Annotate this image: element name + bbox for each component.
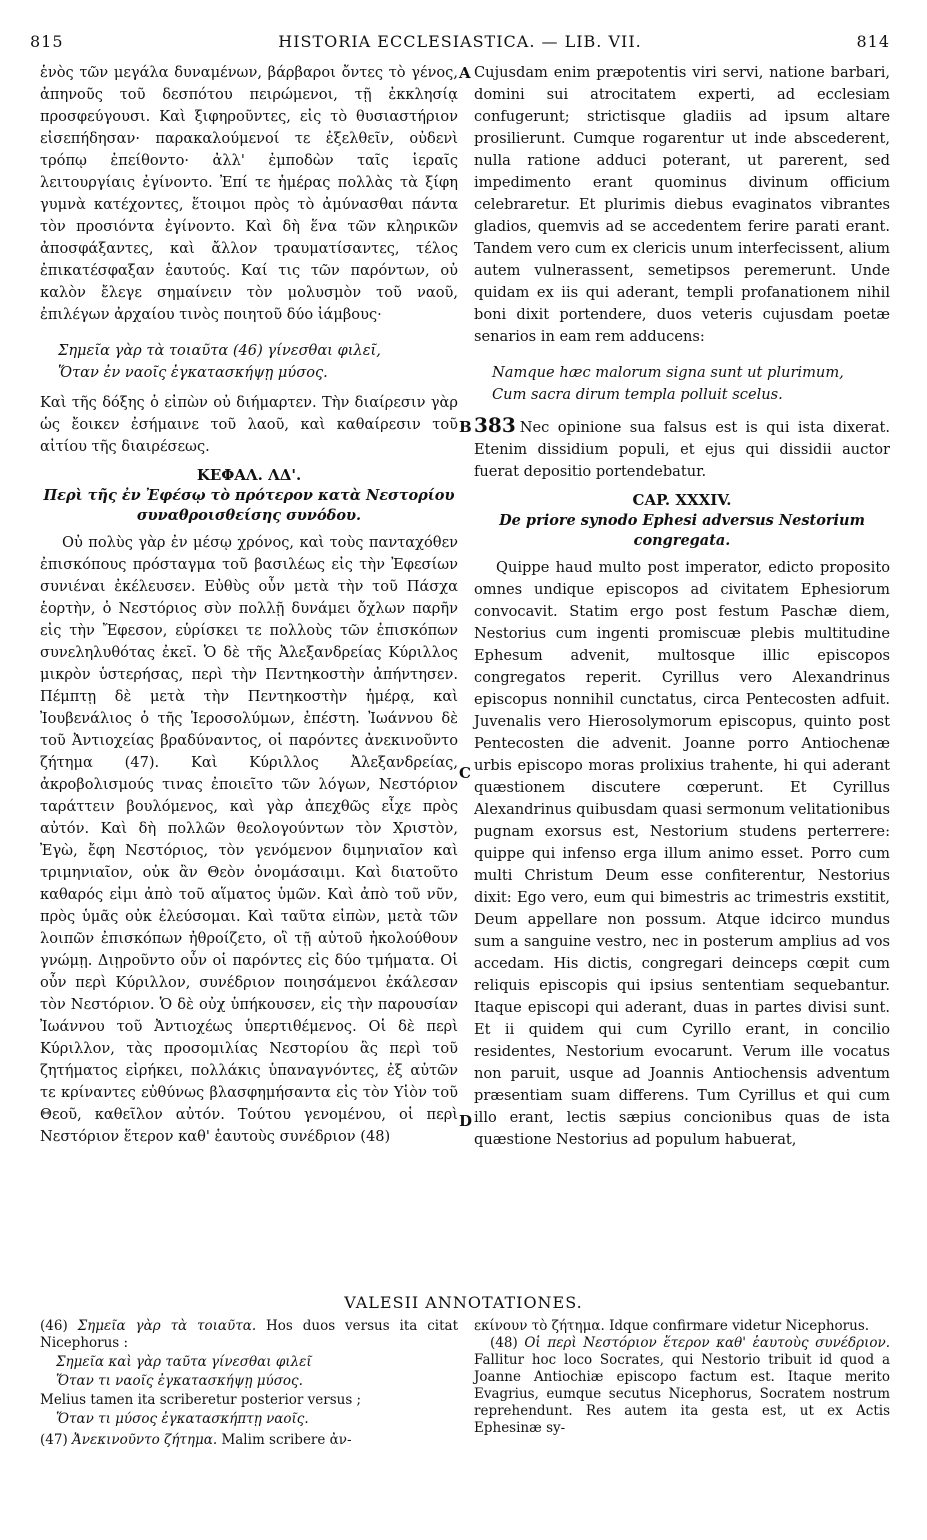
- greek-verse-1: Σημεῖα γὰρ τὰ τοιαῦτα (46) γίνεσθαι φιλεῖ,: [58, 342, 381, 359]
- running-header: [30, 32, 890, 56]
- greek-column: [40, 62, 458, 1148]
- note-46-verse-2: Ὅταν τι ναοῖς ἐγκατασκήψῃ μύσος.: [56, 1373, 303, 1389]
- latin-column: [474, 62, 890, 1151]
- greek-chapter-heading: ΚΕΦΑΛ. ΛΔ'.: [196, 466, 302, 484]
- latin-chapter-heading: CAP. XXXIV.: [632, 491, 732, 509]
- note-46-verse-3: Ὅταν τι μύσος ἐγκατασκήπτῃ ναοῖς.: [56, 1411, 309, 1427]
- margin-letter-b: B: [459, 418, 472, 436]
- latin-chapter-title: De priore synodo Ephesi adversus Nestorium congregata.: [499, 512, 865, 549]
- note-46-text: Hos duos versus ita citat Nicephorus :: [40, 1318, 458, 1351]
- latin-paragraph-3: Quippe haud multo post imperator, edicto proposito omnes undique episcopos ad civitatem Ephesiorum convocavit. Statim ergo post festum Paschæ diem, Nestorius cum ingenti promiscuæ plebis multitudine Ephesum advenit, multosque illic episcopos congregatos reperit. Cyrillus vero Alexandrinus episcopus nonnihil cunctatus, circa Pentecosten adfuit. Juvenalis vero Hierosolymorum episcopus, quinto post Pentecosten die advenit. Joanne porro Antiochenæ urbis episcopo moras prolixius trahente, hi qui aderant quæstionem discutere cœperunt. Et Cyrillus Alexandrinus quibusdam quasi sermonum velitationibus pugnam exorsus est, Nestorium studens perterrere: quippe qui infenso erga illum animo esset. Porro cum multi Christum Deum esse confiterentur, Nestorius dixit: Ego vero, eum qui bimestris ac trimestris exstitit, Deum appellare non possum. Atque idcirco mundus sum a sanguine vestro, nec in posterum amplius ad vos accedam. His dictis, congregari deinceps cœpit cum reliquis episcopis qui ipsius sententiam sequebantur. Itaque episcopi qui aderant, duas in partes divisi sunt. Et ii quidem qui cum Cyrillo erant, in concilio residentes, Nestorium evocarunt. Verum ille vocatus non paruit, usque ad Joannis Antiochensis adventum præsentiam suam differens. Tum Cyrillus et qui cum illo erant, lectis sæpius concionibus quas de ista quæstione Nestorius ad populum habuerat,: [474, 559, 890, 1148]
- greek-paragraph-3: Οὐ πολὺς γὰρ ἐν μέσῳ χρόνος, καὶ τοὺς πανταχόθεν ἐπισκόπους πρόσταγμα τοῦ βασιλέως εἰς τὴν Ἐφεσίων συνιέναι ἐκέλευσεν. Εὐθὺς οὖν μετὰ τὴν τοῦ Πάσχα ἑορτὴν, ὁ Νεστόριος σὺν πολλῇ δυνάμει ὄχλων παρῆν εἰς τὴν Ἔφεσον, εὑρίσκει τε πολλοὺς τῶν ἐπισκόπων συνεληλυθότας ἐκεῖ. Ὁ δὲ τῆς Ἀλεξανδρείας Κύριλλος μικρὸν ὑστερήσας, περὶ τὴν Πεντηκοστὴν ἀπήντησεν. Πέμπτῃ δὲ μετὰ τὴν Πεντηκοστὴν ἡμέρᾳ, καὶ Ἰουβενάλιος ὁ τῆς Ἱεροσολύμων, ἐπέστη. Ἰωάννου δὲ τοῦ Ἀντιοχείας βραδύναντος, οἱ παρόντες ἀνεκινοῦντο ζήτημα (47). Καὶ Κύριλλος Ἀλεξανδρείας, ἀκροβολισμούς τινας ἐποιεῖτο τῶν λόγων, Νεστόριον ταράττειν βουλόμενος, καὶ γὰρ ἀπεχθῶς εἶχε πρὸς αὐτόν. Καὶ δὴ πολλῶν θεολογούντων τὸν Χριστὸν, Ἐγὼ, ἔφη Νεστόριος, τὸν γενόμενον διμηνιαῖον καὶ τριμηνιαῖον, οὐκ ἂν Θεὸν ὀνομάσαιμι. Καὶ διατοῦτο καθαρός εἰμι ἀπὸ τοῦ αἵματος ὑμῶν. Καὶ ἀπὸ τοῦ νῦν, πρὸς ὑμᾶς οὐκ ἐλεύσομαι. Καὶ ταῦτα εἰπὼν, μετὰ τῶν λοιπῶν ἐπισκόπων ἠθροίζετο, οἳ τῇ αὐτοῦ ἠκολούθουν γνώμῃ. Διῃροῦντο οὖν οἱ παρόντες εἰς δύο τμήματα. Οἱ οὖν περὶ Κύριλλον, συνέδριον ποιησάμενοι ἐκάλεσαν τὸν Νεστόριον. Ὁ δὲ οὐχ ὑπήκουσεν, εἰς τὴν παρουσίαν Ἰωάννου τοῦ Ἀντιοχέως ὑπερτιθέμενος. Οἱ δὲ περὶ Κύριλλον, τὰς προσομιλίας Νεστορίου ἃς περὶ τοῦ ζητήματος εἰρήκει, πολλάκις ὑπαναγνόντες, ἐξ αὐτῶν τε κρίναντες εὐθύνως βλασφημήσαντα εἰς τὸν Υἱὸν τοῦ Θεοῦ, καθεῖλον αὐτόν. Τούτου γενομένου, οἱ περὶ Νεστόριον ἕτερον καθ' ἑαυτοὺς συνέδριον (48): [40, 534, 458, 1145]
- note-46-text-2: Melius tamen ita scriberetur posterior versus ;: [40, 1392, 362, 1408]
- latin-paragraph-1: Cujusdam enim præpotentis viri servi, natione barbari, domini sui atrocitatem experti, ad ecclesiam confugerunt; strictisque gladiis ad ipsum altare prosilierunt. Cumque rogarentur ut inde abscederent, nulla ratione adduci poterant, ut parerent, sed impedimento erant quominus divinum officium celebraretur. Et plurimis diebus evaginatos vibrantes gladios, quemvis ad se accedentem ferire parati erant. Tandem vero cum ex clericis unum interfecissent, alium autem vulnerassent, semetipsos peremerunt. Unde quidam ex iis qui aderant, templi profanationem nihil boni dixit portendere, duos veteris cujusdam poetæ senarios in eam rem adducens:: [474, 64, 890, 345]
- note-46: [40, 1318, 458, 1352]
- greek-chapter-title: Περὶ τῆς ἐν Ἐφέσῳ τὸ πρότερον κατὰ Νεστορίου συναθροισθείσης συνόδου.: [43, 487, 455, 524]
- section-number: 383: [474, 413, 516, 437]
- note-48: [474, 1335, 890, 1437]
- note-48-lemma: Οἱ περὶ Νεστόριον ἕτερον καθ' ἑαυτοὺς συνέδριον.: [524, 1335, 890, 1351]
- annotations-right-column: [474, 1318, 890, 1437]
- latin-paragraph-2: Nec opinione sua falsus est is qui ista dixerat. Etenim dissidium populi, et ejus qui dissidii auctor fuerat depositio portendebatur.: [474, 419, 890, 480]
- latin-verse-1: Namque hæc malorum signa sunt ut plurimum,: [492, 364, 844, 381]
- margin-letter-c: C: [459, 764, 471, 782]
- note-47-continued: εκίνουν τὸ ζήτημα. Idque confirmare videtur Nicephorus.: [474, 1318, 870, 1334]
- note-47: [40, 1432, 458, 1449]
- running-title: HISTORIA ECCLESIASTICA. — LIB. VII.: [278, 32, 642, 51]
- annotations-left-column: [40, 1318, 458, 1449]
- note-46-verse-1: Σημεῖα καὶ γὰρ ταῦτα γίνεσθαι φιλεῖ: [56, 1354, 312, 1370]
- note-47-label: (47): [40, 1432, 68, 1448]
- margin-letter-a: A: [459, 64, 471, 82]
- note-47-text: Malim scribere ἀν-: [221, 1432, 352, 1448]
- annotations-title: VALESII ANNOTATIONES.: [344, 1293, 583, 1312]
- note-48-text: Fallitur hoc loco Socrates, qui Nestorio tribuit id quod a Joanne Antiochiæ episcopo factum est. Itaque merito Evagrius, eumque secutus Nicephorus, Socratem nostrum reprehendunt. Res autem ita gesta est, ut ex Actis Ephesinæ sy-: [474, 1352, 890, 1436]
- page-number-right: 814: [856, 32, 890, 51]
- latin-verse-2: Cum sacra dirum templa polluit scelus.: [492, 386, 783, 403]
- greek-verse-2: Ὅταν ἐν ναοῖς ἐγκατασκήψῃ μύσος.: [58, 364, 328, 381]
- page-number-left: 815: [30, 32, 64, 51]
- greek-paragraph-1: ἑνὸς τῶν μεγάλα δυναμένων, βάρβαροι ὄντες τὸ γένος, ἀπηνοῦς τοῦ δεσπότου πειρώμενοι, τῇ ἐκκλησίᾳ προσφεύγουσι. Καὶ ξιφηροῦντες, εἰς τὸ θυσιαστήριον εἰσεπήδησαν· παρακαλούμενοί τε ἐξελθεῖν, οὐδενὶ τρόπῳ ἐπείθοντο· ἀλλ' ἐμποδὼν ταῖς ἱεραῖς λειτουργίαις ἐγίνοντο. Ἐπί τε ἡμέρας πολλὰς τὰ ξίφη γυμνὰ κατέχοντες, ἕτοιμοι πρὸς τὸ ἀμύνασθαι πάντα τὸν προσιόντα ἐγίνοντο. Καὶ δὴ ἕνα τῶν κληρικῶν ἀποσφάξαντες, καὶ ἄλλον τραυματίσαντες, τέλος ἐπικατέσφαξαν ἑαυτούς. Καί τις τῶν παρόντων, οὐ καλὸν ἔλεγε σημαίνειν τὸν μολυσμὸν τοῦ ναοῦ, ἐπιλέγων ἀρχαίου τινὸς ποιητοῦ δύο ἰάμβους·: [40, 64, 458, 323]
- note-48-label: (48): [490, 1335, 518, 1351]
- margin-letter-d: D: [459, 1112, 473, 1130]
- greek-paragraph-2: Καὶ τῆς δόξης ὁ εἰπὼν οὐ διήμαρτεν. Τὴν διαίρεσιν γὰρ ὡς ἔοικεν ἐσήμαινε τοῦ λαοῦ, καὶ καθαίρεσιν τοῦ αἰτίου τῆς διαιρέσεως.: [40, 394, 458, 455]
- latin-paragraph-2-wrap: [474, 414, 890, 483]
- note-46-label: (46): [40, 1318, 68, 1334]
- note-46-lemma: Σημεῖα γὰρ τὰ τοιαῦτα.: [77, 1318, 257, 1334]
- note-47-lemma: Ἀνεκινοῦντο ζήτημα.: [72, 1432, 218, 1448]
